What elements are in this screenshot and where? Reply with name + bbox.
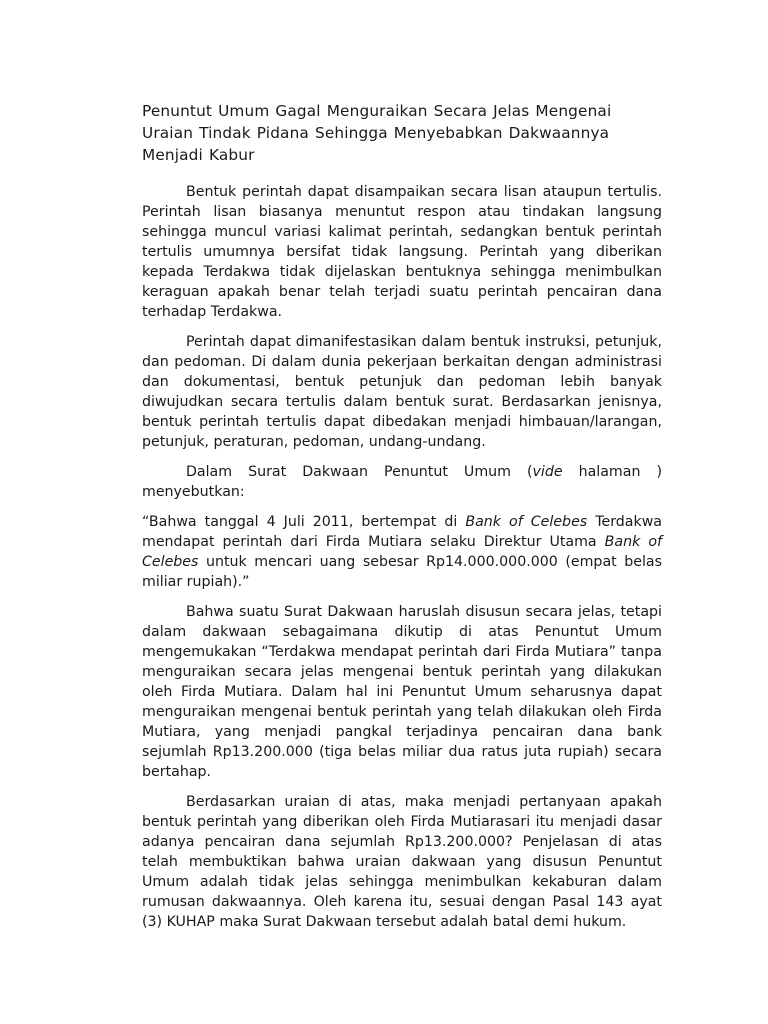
paragraph-surat-dakwaan-intro [142, 462, 662, 502]
paragraph-surat-dakwaan-jelas: Bahwa suatu Surat Dakwaan haruslah disusun secara jelas, tetapi dalam dakwaan sebagaimana dikutip di atas Penuntut Umum mengemukakan “Terdakwa mendapat perintah dari Firda Mutiara” tanpa menguraikan secara jelas mengenai bentuk perintah yang dilakukan oleh Firda Mutiara. Dalam hal ini Penuntut Umum seharusnya dapat menguraikan mengenai bentuk perintah yang telah dilakukan oleh Firda Mutiara, yang menjadi pangkal terjadinya pencairan dana bank sejumlah Rp13.200.000 (tiga belas miliar dua ratus juta rupiah) secara bertahap. [142, 604, 662, 780]
quote-text-e: untuk mencari uang sebesar Rp14.000.000.000 (empat belas miliar rupiah).” [142, 554, 662, 590]
paragraph-dakwaan-quote [142, 512, 662, 592]
quote-italic-bank-1: Bank of Celebes [465, 514, 588, 530]
quote-text-c: Terdakwa mendapat perintah dari Firda Mutiara selaku Direktur Utama [142, 514, 663, 550]
quote-italic-bank-2: Bank of Celebes [142, 534, 662, 570]
intro-italic-vide: vide [532, 464, 563, 480]
document-heading: Penuntut Umum Gagal Menguraikan Secara Jelas Mengenai Uraian Tindak Pidana Sehingga Menyebabkan Dakwaannya Menjadi Kabur [142, 102, 612, 164]
paragraph-manifestasi-perintah: Perintah dapat dimanifestasikan dalam bentuk instruksi, petunjuk, dan pedoman. Di dalam dunia pekerjaan berkaitan dengan administrasi dan dokumentasi, bentuk petunjuk dan pedoman lebih banyak diwujudkan secara tertulis dalam bentuk surat. Berdasarkan jenisnya, bentuk perintah tertulis dapat dibedakan menjadi himbauan/larangan, petunjuk, peraturan, pedoman, undang-undang. [142, 334, 662, 450]
paragraph-bentuk-perintah: Bentuk perintah dapat disampaikan secara lisan ataupun tertulis. Perintah lisan biasanya menuntut respon atau tindakan langsung sehingga muncul variasi kalimat perintah, sedangkan bentuk perintah tertulis umumnya bersifat tidak langsung. Perintah yang diberikan kepada Terdakwa tidak dijelaskan bentuknya sehingga menimbulkan keraguan apakah benar telah terjadi suatu perintah pencairan dana terhadap Terdakwa. [142, 184, 662, 320]
paragraph-kesimpulan: Berdasarkan uraian di atas, maka menjadi pertanyaan apakah bentuk perintah yang diberikan oleh Firda Mutiarasari itu menjadi dasar adanya pencairan dana sejumlah Rp13.200.000? Penjelasan di atas telah membuktikan bahwa uraian dakwaan yang disusun Penuntut Umum adalah tidak jelas sehingga menimbulkan kekaburan dalam rumusan dakwaannya. Oleh karena itu, sesuai dengan Pasal 143 ayat (3) KUHAP maka Surat Dakwaan tersebut adalah batal demi hukum. [142, 794, 662, 930]
intro-text-end: halaman ) menyebutkan: [142, 464, 662, 500]
document-page [142, 100, 662, 942]
intro-text-start: Dalam Surat Dakwaan Penuntut Umum ( [186, 464, 533, 480]
quote-text-a: “Bahwa tanggal 4 Juli 2011, bertempat di [142, 514, 466, 530]
